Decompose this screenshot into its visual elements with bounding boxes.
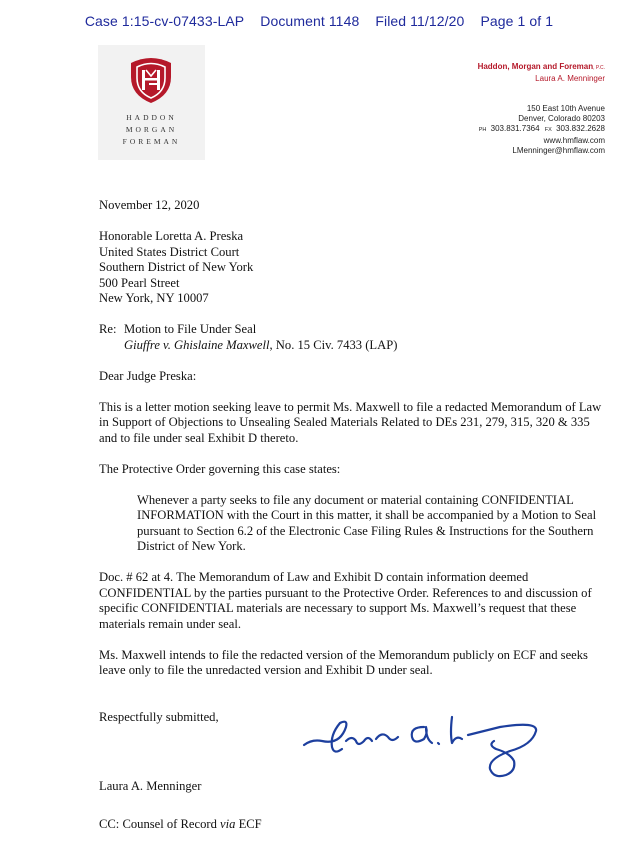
re-line bbox=[99, 322, 607, 353]
case-name: Giuffre v. Ghislaine Maxwell bbox=[124, 337, 270, 352]
address-city: Denver, Colorado 80203 bbox=[518, 114, 605, 124]
phone-label: PH bbox=[478, 127, 487, 134]
re-subject: Motion to File Under Seal bbox=[124, 322, 257, 336]
case-number: Case 1:15-cv-07433-LAP bbox=[84, 13, 245, 29]
firm-logo bbox=[98, 45, 205, 160]
attorney-email: LMenninger@hmflaw.com bbox=[512, 145, 605, 155]
cc-suffix: ECF bbox=[235, 816, 262, 831]
block-quote: Whenever a party seeks to file any document or material containing CONFIDENTIAL INFORMATION with the Court in this matter, it shall be accompanied by a Motion to Seal pursuant to Section 6.2 of the Electronic Case Filing Rules & Instructions for the Southern District of New York. bbox=[137, 492, 597, 553]
firm-name-line: Haddon, Morgan and Foreman, P.C. bbox=[477, 62, 605, 71]
cc-prefix: CC: Counsel of Record bbox=[99, 816, 221, 831]
logo-word-foreman: FOREMAN bbox=[122, 137, 181, 146]
recipient-line: New York, NY 10007 bbox=[99, 291, 209, 305]
page-count: Page 1 of 1 bbox=[480, 13, 554, 29]
firm-address bbox=[478, 104, 605, 156]
firm-letterhead bbox=[478, 62, 605, 156]
ecf-filing-header bbox=[0, 13, 638, 29]
recipient-line: Southern District of New York bbox=[99, 260, 254, 274]
firm-suffix: P.C. bbox=[595, 65, 605, 71]
recipient-line: Honorable Loretta A. Preska bbox=[99, 229, 244, 243]
fax-number: 303.832.2628 bbox=[556, 124, 605, 134]
signer-name: Laura A. Menninger bbox=[99, 779, 202, 793]
re-label: Re: bbox=[99, 322, 117, 336]
document-number: Document 1148 bbox=[260, 13, 360, 29]
recipient-address bbox=[99, 229, 607, 307]
logo-word-haddon: HADDON bbox=[126, 113, 177, 122]
re-case-caption bbox=[124, 338, 397, 354]
closing: Respectfully submitted, bbox=[99, 709, 219, 724]
hmf-emblem-icon bbox=[125, 55, 177, 105]
salutation: Dear Judge Preska: bbox=[99, 368, 197, 383]
fax-label: FX bbox=[544, 127, 552, 134]
filed-date: Filed 11/12/20 bbox=[375, 13, 465, 29]
handwritten-signature bbox=[300, 705, 560, 785]
logo-word-morgan: MORGAN bbox=[125, 125, 178, 134]
firm-website: www.hmflaw.com bbox=[543, 135, 605, 145]
cc-line bbox=[99, 817, 607, 833]
paragraph-3: Doc. # 62 at 4. The Memorandum of Law and Exhibit D contain information deemed CONFIDENTIAL by the parties pursuant to the Protective Order. References to and discussion of specific CONFIDENTIAL materials are necessary to support Ms. Maxwell’s request that these materials remain under seal. bbox=[99, 570, 592, 631]
paragraph-2: The Protective Order governing this case states: bbox=[99, 461, 341, 476]
address-street: 150 East 10th Avenue bbox=[526, 104, 605, 113]
cc-via: via bbox=[220, 816, 236, 831]
case-number-text: , No. 15 Civ. 7433 (LAP) bbox=[269, 337, 398, 352]
recipient-line: 500 Pearl Street bbox=[99, 275, 180, 290]
paragraph-1: This is a letter motion seeking leave to permit Ms. Maxwell to file a redacted Memorandum of Law in Support of Objections to Unsealing Sealed Materials Related to DEs 231, 279, 315, 320 & 335 and to file under seal Exhibit D thereto. bbox=[99, 399, 602, 445]
paragraph-4: Ms. Maxwell intends to file the redacted version of the Memorandum publicly on ECF and seeks leave only to file the unredacted version and Exhibit D under seal. bbox=[99, 647, 588, 677]
recipient-line: United States District Court bbox=[99, 244, 240, 259]
phone-fax-line bbox=[478, 124, 605, 135]
firm-name: Haddon, Morgan and Foreman bbox=[477, 62, 594, 71]
attorney-name: Laura A. Menninger bbox=[535, 74, 605, 83]
phone-number: 303.831.7364 bbox=[490, 124, 540, 134]
letter-date: November 12, 2020 bbox=[99, 198, 200, 212]
